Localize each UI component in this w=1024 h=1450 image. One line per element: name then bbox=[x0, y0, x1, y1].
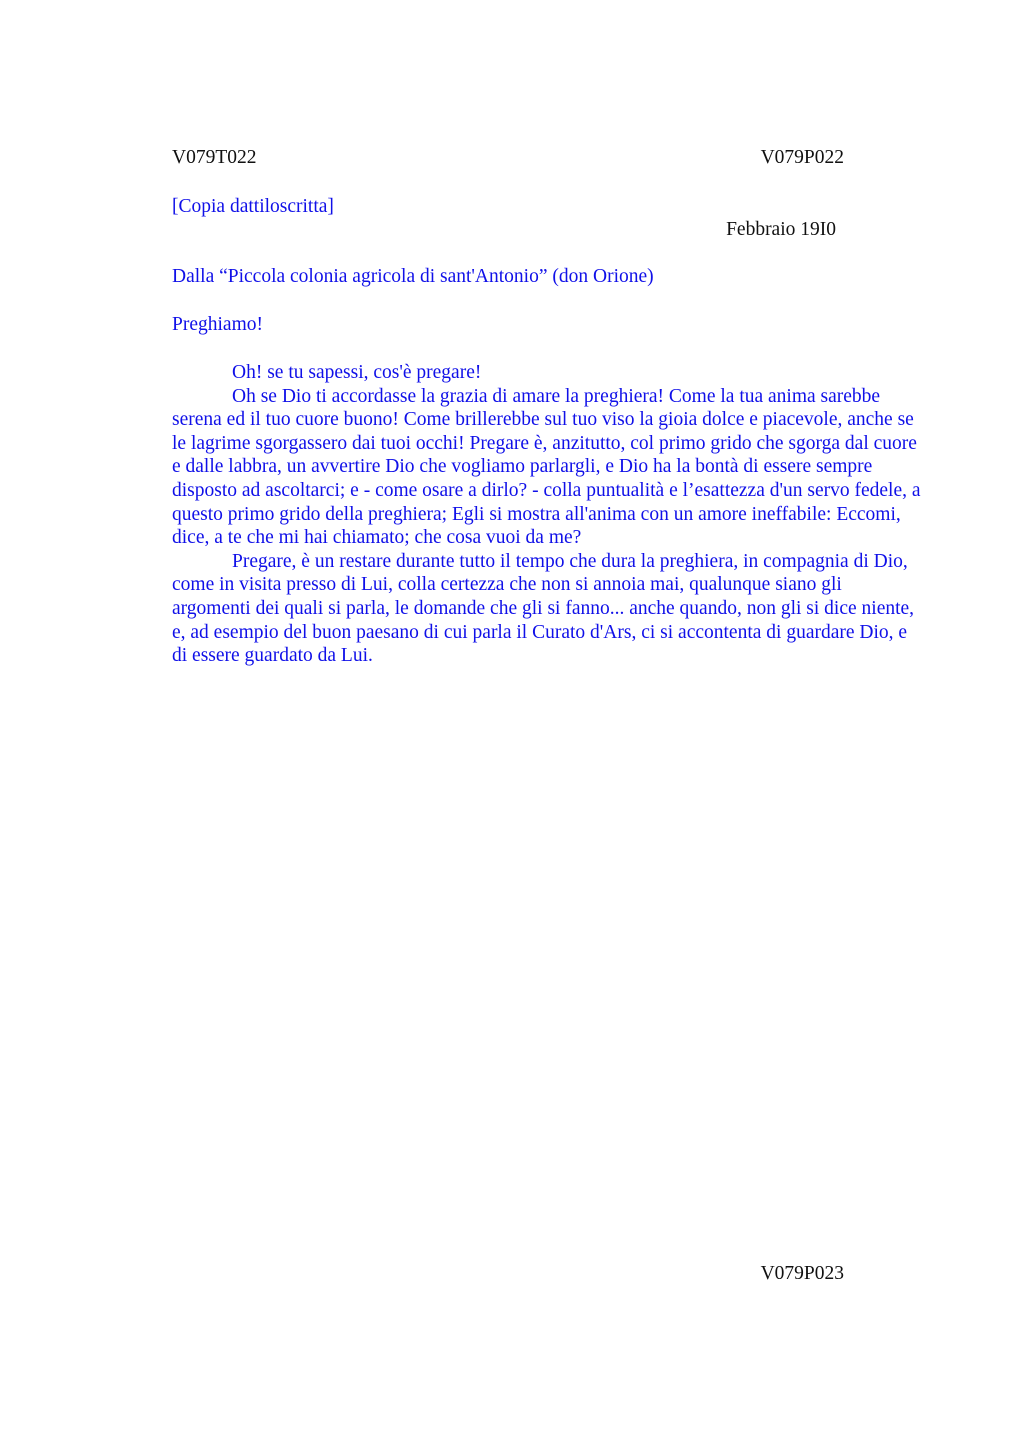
body-paragraph: Pregare, è un restare durante tutto il tempo che dura la preghiera, in compagnia di Dio, come in visita presso di Lui, colla certezza che non si annoia mai, qualunque siano gli argomenti dei quali si parla, le domande che gli si fanno... anche quando, non gli si dice niente, e, ad esempio del buon paesano di cui parla il Curato d'Ars, ci si accontenta di guardare Dio, e di essere guardato da Lui. bbox=[172, 550, 915, 667]
footer-code: V079P023 bbox=[760, 1263, 844, 1284]
copy-note: [Copia dattiloscritta] bbox=[172, 196, 334, 217]
header-right-code: V079P022 bbox=[760, 147, 844, 168]
document-heading: Preghiamo! bbox=[172, 314, 263, 335]
document-date: Febbraio 19I0 bbox=[726, 219, 836, 240]
source-line: Dalla “Piccola colonia agricola di sant'Antonio” (don Orione) bbox=[172, 266, 654, 287]
body-paragraph: Oh se Dio ti accordasse la grazia di amare la preghiera! Come la tua anima sarebbe serena ed il tuo cuore buono! Come brillerebbe sul tuo viso la gioia dolce e piacevole, anche se le lagrime sgorgassero dai tuoi occhi! Pregare è, anzitutto, col primo grido che sgorga dal cuore e dalle labbra, un avvertire Dio che vogliamo parlargli, e Dio ha la bontà di essere sempre disposto ad ascoltarci; e - come osare a dirlo? - colla puntualità e l’esattezza d'un servo fedele, a questo primo grido della preghiera; Egli si mostra all'anima con un amore ineffabile: Eccomi, dice, a te che mi hai chiamato; che cosa vuoi da me? bbox=[172, 385, 921, 549]
header-left-code: V079T022 bbox=[172, 147, 257, 168]
body-paragraph: Oh! se tu sapessi, cos'è pregare! bbox=[232, 362, 482, 383]
body-text bbox=[172, 361, 924, 668]
